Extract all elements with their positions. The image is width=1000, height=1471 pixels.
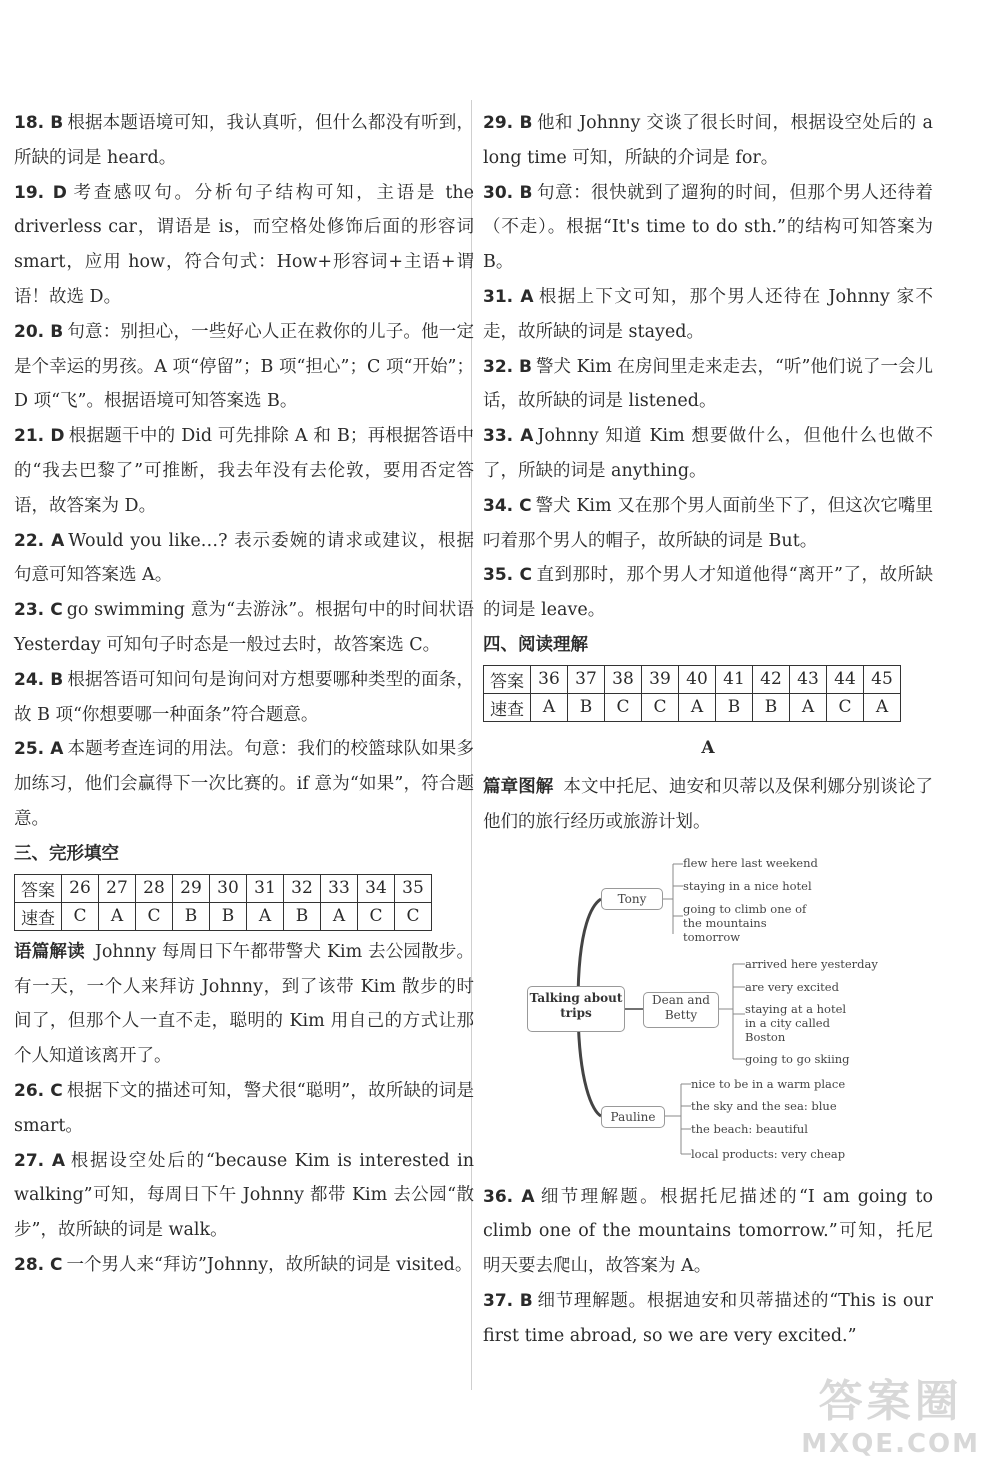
question-number-cell: 35 — [395, 874, 432, 902]
item-number: 24. B — [14, 669, 64, 690]
item-number: 34. C — [483, 495, 532, 516]
item-number: 26. C — [14, 1080, 63, 1101]
item-explanation: 本题考查连词的用法。句意：我们的校篮球队如果多加练习，他们会赢得下一次比赛的。if 意为“如果”，符合题意。 — [14, 739, 474, 829]
answer-item — [483, 1284, 933, 1354]
answer-item — [483, 176, 933, 280]
question-number-cell: 33 — [321, 874, 358, 902]
dean-item: going to go skiing — [745, 1051, 850, 1066]
answer-cell: C — [642, 693, 679, 721]
answer-item — [14, 419, 474, 523]
table-header-answer: 答案 — [484, 665, 531, 693]
item-number: 33. A — [483, 426, 534, 447]
section-3-title: 三、完形填空 — [14, 843, 119, 864]
item-number: 36. A — [483, 1186, 535, 1207]
watermark — [801, 1365, 980, 1459]
answer-cell: A — [864, 693, 901, 721]
question-number-cell: 37 — [568, 665, 605, 693]
question-number-cell: 40 — [679, 665, 716, 693]
item-number: 20. B — [14, 321, 64, 342]
question-number-cell: 32 — [284, 874, 321, 902]
item-number: 18. B — [14, 113, 64, 133]
item-explanation: 警犬 Kim 在房间里走来走去，“听”他们说了一会儿话，故所缺的词是 listened。 — [483, 356, 933, 412]
question-number-cell: 41 — [716, 665, 753, 693]
item-number: 21. D — [14, 426, 65, 447]
answer-list-4 — [483, 1180, 933, 1354]
item-explanation: 警犬 Kim 又在那个男人面前坐下了，但这次它嘴里叼着那个男人的帽子，故所缺的词是 But。 — [483, 495, 933, 551]
right-column — [483, 106, 933, 1354]
item-explanation: 直到那时，那个男人才知道他得“离开”了，故所缺的词是 leave。 — [483, 565, 933, 621]
item-explanation: 根据本题语境可知，我认真听，但什么都没有听到，所缺的词是 heard。 — [14, 113, 474, 168]
question-number-cell: 27 — [99, 874, 136, 902]
answer-cell: B — [568, 693, 605, 721]
item-explanation: Johnny 知道 Kim 想要做什么，但他什么也做不了，所缺的词是 anything。 — [483, 426, 933, 481]
answer-table-cloze — [14, 874, 432, 931]
pauline-item: local products: very cheap — [691, 1146, 846, 1161]
item-explanation: 句意：别担心，一些好心人正在救你的儿子。他一定是个幸运的男孩。A 项“停留”；B 项“担心”；C 项“开始”；D 项“飞”。根据语境可知答案选 B。 — [14, 321, 474, 412]
passage-intro-reading — [483, 770, 933, 840]
answer-item — [14, 1144, 474, 1248]
item-explanation: 根据设空处后的“because Kim is interested in walking”可知，每周日下午 Johnny 都带 Kim 去公园“散步”，故所缺的词是 walk。 — [14, 1150, 474, 1241]
table-header-answer: 答案 — [15, 874, 62, 902]
answer-cell: A — [790, 693, 827, 721]
pauline-item: the beach: beautiful — [691, 1121, 808, 1136]
item-explanation: 根据下文的描述可知，警犬很“聪明”，故所缺的词是 smart。 — [14, 1080, 474, 1136]
passage-intro-cloze — [14, 935, 474, 1074]
table-header-check: 速查 — [15, 902, 62, 930]
tony-item: staying in a nice hotel — [683, 878, 812, 893]
item-number: 22. A — [14, 530, 65, 551]
dean-item: staying at a hotel in a city called Boston — [745, 1001, 847, 1044]
question-number-cell: 31 — [247, 874, 284, 902]
answer-cell: A — [247, 902, 284, 930]
intro-label: 语篇解读 — [14, 941, 85, 962]
answer-cell: C — [136, 902, 173, 930]
question-number-cell: 30 — [210, 874, 247, 902]
answer-cell: A — [679, 693, 716, 721]
pauline-item: the sky and the sea: blue — [691, 1098, 837, 1113]
question-number-cell: 42 — [753, 665, 790, 693]
answer-cell: A — [321, 902, 358, 930]
item-explanation: 句意：很快就到了遛狗的时间，但那个男人还待着（不走）。根据“It's time to do sth.”的结构可知答案为 B。 — [483, 182, 933, 273]
item-explanation: 根据上下文可知，那个男人还待在 Johnny 家不走，故所缺的词是 stayed。 — [483, 286, 933, 342]
node-tony: Tony — [601, 888, 663, 910]
question-number-cell: 36 — [531, 665, 568, 693]
item-explanation: 考查感叹句。分析句子结构可知，主语是 the driverless car，谓语是 is，而空格处修饰后面的形容词 smart，应用 how，符合句式：How+形容词+主语+谓语！故选 D。 — [14, 182, 474, 307]
answer-cell: C — [605, 693, 642, 721]
item-explanation: 细节理解题。根据托尼描述的“I am going to climb one of the mountains tomorrow.”可知，托尼明天要去爬山，故答案为 A。 — [483, 1186, 933, 1277]
answer-list-3 — [483, 106, 933, 628]
item-explanation: 一个男人来“拜访”Johnny，故所缺的词是 visited。 — [66, 1254, 473, 1275]
question-number-cell: 28 — [136, 874, 173, 902]
answer-item — [14, 176, 474, 315]
intro-label: 篇章图解 — [483, 776, 554, 797]
answer-cell: B — [753, 693, 790, 721]
question-number-cell: 43 — [790, 665, 827, 693]
item-number: 19. D — [14, 182, 67, 203]
item-explanation: 他和 Johnny 交谈了很长时间，根据设空处后的 a long time 可知，所缺的介词是 for。 — [483, 113, 933, 168]
answer-list-2 — [14, 1074, 474, 1283]
answer-item — [483, 106, 933, 176]
answer-cell: B — [173, 902, 210, 930]
question-number-cell: 39 — [642, 665, 679, 693]
item-number: 37. B — [483, 1290, 533, 1311]
node-pauline: Pauline — [601, 1106, 665, 1128]
mind-map-center: Talking about trips — [527, 986, 625, 1032]
answer-item — [483, 489, 933, 559]
intro-text: 本文中托尼、迪安和贝蒂以及保利娜分别谈论了他们的旅行经历或旅游计划。 — [483, 776, 934, 832]
left-column — [14, 106, 474, 1283]
item-number: 28. C — [14, 1254, 63, 1275]
answer-item — [14, 1074, 474, 1144]
answer-cell: B — [210, 902, 247, 930]
answer-item — [483, 350, 933, 420]
question-number-cell: 34 — [358, 874, 395, 902]
answer-item — [483, 1180, 933, 1284]
answer-cell: C — [827, 693, 864, 721]
answer-item — [14, 524, 474, 594]
question-number-cell: 45 — [864, 665, 901, 693]
answer-cell: C — [358, 902, 395, 930]
answer-cell: A — [99, 902, 136, 930]
answer-table-reading — [483, 665, 901, 722]
item-number: 23. C — [14, 600, 63, 621]
item-number: 32. B — [483, 356, 532, 377]
answer-item — [14, 663, 474, 733]
watermark-url: MXQE.COM — [801, 1429, 980, 1459]
item-number: 31. A — [483, 286, 534, 307]
item-explanation: go swimming 意为“去游泳”。根据句中的时间状语 Yesterday 可知句子时态是一般过去时，故答案选 C。 — [14, 600, 475, 655]
watermark-logo: 答案圈 — [818, 1376, 963, 1427]
tony-item: flew here last weekend — [683, 855, 818, 870]
node-dean-betty: Dean and Betty — [643, 992, 719, 1028]
answer-item — [14, 315, 474, 419]
item-number: 29. B — [483, 113, 533, 133]
item-number: 25. A — [14, 739, 64, 760]
answer-item — [483, 419, 933, 489]
question-number-cell: 44 — [827, 665, 864, 693]
answer-item — [483, 558, 933, 628]
answer-item — [14, 732, 474, 836]
question-number-cell: 26 — [62, 874, 99, 902]
question-number-cell: 38 — [605, 665, 642, 693]
answer-cell: B — [716, 693, 753, 721]
passage-label-a: A — [701, 737, 715, 758]
item-explanation: Would you like…? 表示委婉的请求或建议，根据句意可知答案选 A。 — [14, 530, 474, 586]
pauline-item: nice to be in a warm place — [691, 1076, 846, 1091]
answer-cell: C — [62, 902, 99, 930]
item-number: 35. C — [483, 565, 533, 586]
answer-cell: A — [531, 693, 568, 721]
answer-item — [14, 106, 474, 176]
item-number: 27. A — [14, 1150, 65, 1171]
section-4-title: 四、阅读理解 — [483, 634, 588, 655]
answer-cell: C — [395, 902, 432, 930]
dean-item: arrived here yesterday — [745, 956, 878, 971]
answer-item — [483, 280, 933, 350]
answer-item — [14, 1248, 474, 1283]
item-explanation: 细节理解题。根据迪安和贝蒂描述的“This is our first time abroad, so we are very excited.” — [483, 1290, 933, 1346]
answer-item — [14, 593, 474, 663]
mind-map — [483, 844, 933, 1174]
question-number-cell: 29 — [173, 874, 210, 902]
table-header-check: 速查 — [484, 693, 531, 721]
tony-item: going to climb one of the mountains tomorrow — [683, 901, 807, 944]
intro-text: Johnny 每周日下午都带警犬 Kim 去公园散步。有一天，一个人来拜访 Johnny，到了该带 Kim 散步的时间了，但那个人一直不走，聪明的 Kim 用自己的方式让那个人知道该离开了。 — [14, 941, 475, 1067]
answer-list-1 — [14, 106, 474, 837]
item-explanation: 根据答语可知问句是询问对方想要哪种类型的面条，故 B 项“你想要哪一种面条”符合题意。 — [14, 669, 474, 725]
answer-cell: B — [284, 902, 321, 930]
item-number: 30. B — [483, 182, 533, 203]
item-explanation: 根据题干中的 Did 可先排除 A 和 B；再根据答语中的“我去巴黎了”可推断，我去年没有去伦敦，要用否定答语，故答案为 D。 — [14, 426, 475, 516]
dean-item: are very excited — [745, 979, 839, 994]
